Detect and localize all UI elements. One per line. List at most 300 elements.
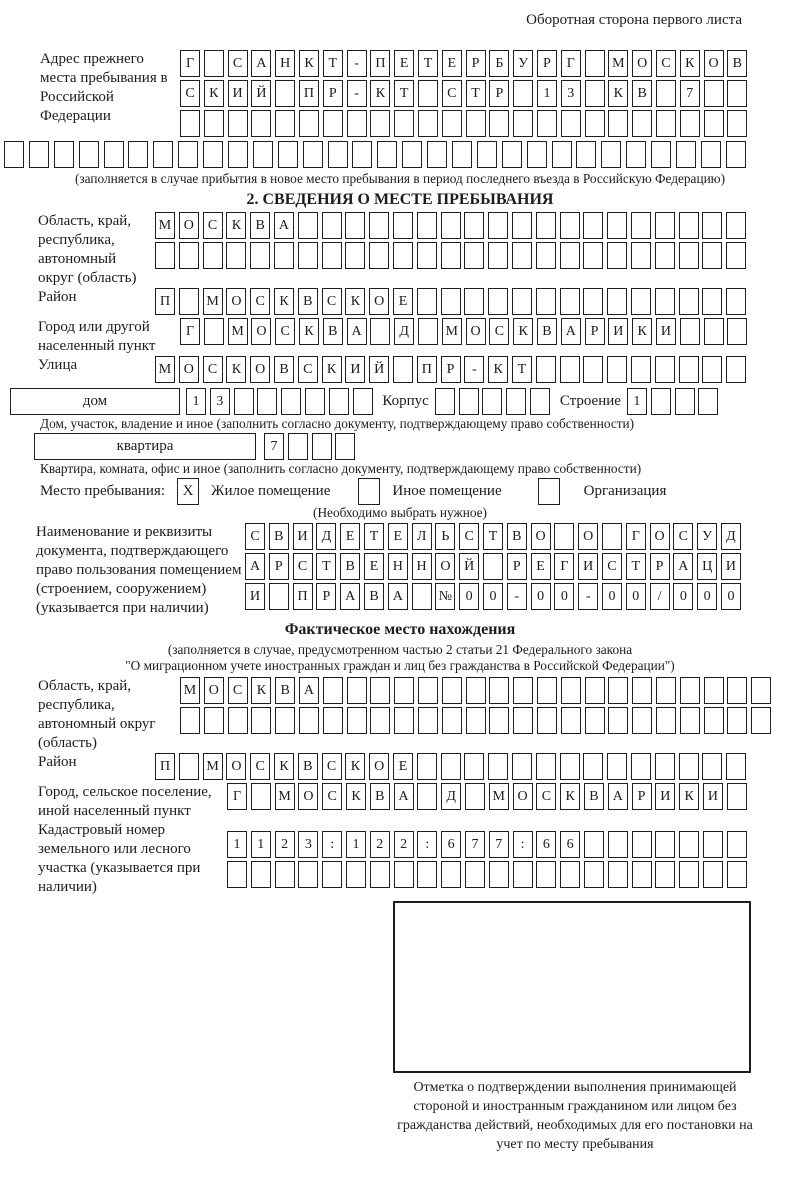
char-cell[interactable]: С: [275, 318, 295, 345]
char-cell[interactable]: О: [369, 753, 389, 780]
char-cell[interactable]: [512, 753, 532, 780]
char-cell[interactable]: А: [299, 677, 319, 704]
char-cell[interactable]: [305, 388, 325, 415]
char-cell[interactable]: [466, 110, 486, 137]
char-cell[interactable]: [631, 242, 651, 269]
char-cell[interactable]: С: [228, 50, 248, 77]
char-cell[interactable]: 7: [264, 433, 284, 460]
char-cell[interactable]: [203, 141, 223, 168]
char-cell[interactable]: Р: [585, 318, 605, 345]
char-cell[interactable]: К: [679, 783, 699, 810]
char-cell[interactable]: А: [673, 553, 693, 580]
char-cell[interactable]: С: [656, 50, 676, 77]
char-cell[interactable]: 1: [186, 388, 206, 415]
char-cell[interactable]: 7: [489, 831, 509, 858]
char-cell[interactable]: А: [388, 583, 408, 610]
char-cell[interactable]: [417, 861, 437, 888]
char-cell[interactable]: [128, 141, 148, 168]
char-cell[interactable]: [631, 356, 651, 383]
char-cell[interactable]: [179, 288, 199, 315]
char-cell[interactable]: [418, 110, 438, 137]
char-cell[interactable]: У: [513, 50, 533, 77]
char-cell[interactable]: [537, 707, 557, 734]
char-cell[interactable]: [727, 110, 747, 137]
char-cell[interactable]: [179, 242, 199, 269]
char-cell[interactable]: [452, 141, 472, 168]
char-cell[interactable]: [303, 141, 323, 168]
char-cell[interactable]: [257, 388, 277, 415]
char-cell[interactable]: В: [364, 583, 384, 610]
char-cell[interactable]: [464, 288, 484, 315]
char-cell[interactable]: [465, 861, 485, 888]
char-cell[interactable]: А: [608, 783, 628, 810]
char-cell[interactable]: [204, 50, 224, 77]
char-cell[interactable]: М: [155, 356, 175, 383]
char-cell[interactable]: Г: [180, 318, 200, 345]
char-cell[interactable]: 7: [465, 831, 485, 858]
char-cell[interactable]: 1: [251, 831, 271, 858]
char-cell[interactable]: :: [322, 831, 342, 858]
char-cell[interactable]: [417, 753, 437, 780]
char-cell[interactable]: О: [179, 212, 199, 239]
char-cell[interactable]: [513, 110, 533, 137]
char-cell[interactable]: П: [293, 583, 313, 610]
char-cell[interactable]: [393, 212, 413, 239]
char-cell[interactable]: [585, 50, 605, 77]
char-cell[interactable]: Е: [442, 50, 462, 77]
char-cell[interactable]: [465, 783, 485, 810]
char-cell[interactable]: [251, 783, 271, 810]
char-cell[interactable]: И: [245, 583, 265, 610]
char-cell[interactable]: С: [250, 288, 270, 315]
char-cell[interactable]: [417, 242, 437, 269]
char-cell[interactable]: [561, 707, 581, 734]
char-cell[interactable]: В: [269, 523, 289, 550]
char-cell[interactable]: К: [513, 318, 533, 345]
char-cell[interactable]: [585, 110, 605, 137]
char-cell[interactable]: [680, 707, 700, 734]
char-cell[interactable]: К: [346, 783, 366, 810]
char-cell[interactable]: [585, 707, 605, 734]
char-cell[interactable]: Л: [412, 523, 432, 550]
char-cell[interactable]: Й: [251, 80, 271, 107]
char-cell[interactable]: М: [228, 318, 248, 345]
char-cell[interactable]: [655, 831, 675, 858]
char-cell[interactable]: В: [537, 318, 557, 345]
char-cell[interactable]: [288, 433, 308, 460]
char-cell[interactable]: И: [293, 523, 313, 550]
char-cell[interactable]: С: [442, 80, 462, 107]
char-cell[interactable]: -: [507, 583, 527, 610]
char-cell[interactable]: [702, 242, 722, 269]
char-cell[interactable]: [585, 80, 605, 107]
char-cell[interactable]: С: [459, 523, 479, 550]
char-cell[interactable]: [675, 388, 695, 415]
char-cell[interactable]: [512, 212, 532, 239]
char-cell[interactable]: [727, 861, 747, 888]
char-cell[interactable]: [489, 707, 509, 734]
char-cell[interactable]: Р: [632, 783, 652, 810]
char-cell[interactable]: О: [704, 50, 724, 77]
char-cell[interactable]: Ь: [435, 523, 455, 550]
char-cell[interactable]: В: [584, 783, 604, 810]
char-cell[interactable]: [679, 212, 699, 239]
char-cell[interactable]: К: [226, 212, 246, 239]
char-cell[interactable]: [726, 288, 746, 315]
char-cell[interactable]: 1: [227, 831, 247, 858]
char-cell[interactable]: [464, 753, 484, 780]
char-cell[interactable]: [704, 707, 724, 734]
char-cell[interactable]: 3: [561, 80, 581, 107]
char-cell[interactable]: 6: [560, 831, 580, 858]
char-cell[interactable]: Е: [393, 753, 413, 780]
char-cell[interactable]: -: [464, 356, 484, 383]
char-cell[interactable]: 6: [536, 831, 556, 858]
char-cell[interactable]: П: [155, 753, 175, 780]
char-cell[interactable]: [393, 242, 413, 269]
char-cell[interactable]: [655, 861, 675, 888]
char-cell[interactable]: 0: [673, 583, 693, 610]
char-cell[interactable]: С: [293, 553, 313, 580]
char-cell[interactable]: К: [608, 80, 628, 107]
char-cell[interactable]: [275, 80, 295, 107]
char-cell[interactable]: И: [608, 318, 628, 345]
char-cell[interactable]: [323, 110, 343, 137]
char-cell[interactable]: 2: [394, 831, 414, 858]
char-cell[interactable]: [583, 288, 603, 315]
char-cell[interactable]: [442, 677, 462, 704]
char-cell[interactable]: [727, 831, 747, 858]
char-cell[interactable]: О: [513, 783, 533, 810]
char-cell[interactable]: [347, 707, 367, 734]
char-cell[interactable]: В: [274, 356, 294, 383]
char-cell[interactable]: -: [347, 80, 367, 107]
char-cell[interactable]: [631, 753, 651, 780]
char-cell[interactable]: [702, 288, 722, 315]
char-cell[interactable]: [393, 356, 413, 383]
char-cell[interactable]: О: [250, 356, 270, 383]
char-cell[interactable]: И: [578, 553, 598, 580]
char-cell[interactable]: [560, 212, 580, 239]
char-cell[interactable]: Н: [388, 553, 408, 580]
char-cell[interactable]: [488, 288, 508, 315]
char-cell[interactable]: В: [507, 523, 527, 550]
char-cell[interactable]: [488, 753, 508, 780]
char-cell[interactable]: С: [322, 288, 342, 315]
char-cell[interactable]: [353, 388, 373, 415]
char-cell[interactable]: [4, 141, 24, 168]
char-cell[interactable]: [104, 141, 124, 168]
char-cell[interactable]: [441, 861, 461, 888]
char-cell[interactable]: 3: [210, 388, 230, 415]
char-cell[interactable]: [346, 861, 366, 888]
char-cell[interactable]: [441, 212, 461, 239]
char-cell[interactable]: Р: [489, 80, 509, 107]
char-cell[interactable]: 0: [602, 583, 622, 610]
char-cell[interactable]: Й: [369, 356, 389, 383]
char-cell[interactable]: [651, 141, 671, 168]
char-cell[interactable]: К: [345, 288, 365, 315]
char-cell[interactable]: [560, 242, 580, 269]
char-cell[interactable]: [226, 242, 246, 269]
char-cell[interactable]: О: [435, 553, 455, 580]
char-cell[interactable]: К: [345, 753, 365, 780]
char-cell[interactable]: [251, 861, 271, 888]
char-cell[interactable]: С: [489, 318, 509, 345]
char-cell[interactable]: 2: [275, 831, 295, 858]
char-cell[interactable]: [442, 707, 462, 734]
char-cell[interactable]: С: [203, 356, 223, 383]
char-cell[interactable]: [552, 141, 572, 168]
char-cell[interactable]: [322, 212, 342, 239]
char-cell[interactable]: К: [370, 80, 390, 107]
char-cell[interactable]: [228, 141, 248, 168]
char-cell[interactable]: [702, 753, 722, 780]
char-cell[interactable]: [536, 212, 556, 239]
char-cell[interactable]: [701, 141, 721, 168]
char-cell[interactable]: [513, 707, 533, 734]
char-cell[interactable]: Н: [412, 553, 432, 580]
char-cell[interactable]: И: [345, 356, 365, 383]
char-cell[interactable]: С: [673, 523, 693, 550]
char-cell[interactable]: О: [650, 523, 670, 550]
char-cell[interactable]: О: [531, 523, 551, 550]
char-cell[interactable]: Ц: [697, 553, 717, 580]
char-cell[interactable]: [560, 356, 580, 383]
char-cell[interactable]: Т: [418, 50, 438, 77]
char-cell[interactable]: [275, 861, 295, 888]
char-cell[interactable]: [502, 141, 522, 168]
char-cell[interactable]: [464, 212, 484, 239]
char-cell[interactable]: [394, 861, 414, 888]
char-cell[interactable]: :: [417, 831, 437, 858]
char-cell[interactable]: [298, 242, 318, 269]
char-cell[interactable]: С: [250, 753, 270, 780]
char-cell[interactable]: Е: [340, 523, 360, 550]
char-cell[interactable]: Р: [316, 583, 336, 610]
char-cell[interactable]: [179, 753, 199, 780]
char-cell[interactable]: [680, 677, 700, 704]
char-cell[interactable]: А: [340, 583, 360, 610]
char-cell[interactable]: [466, 707, 486, 734]
char-cell[interactable]: Р: [269, 553, 289, 580]
checkbox-zhiloe[interactable]: X: [177, 478, 199, 505]
char-cell[interactable]: А: [251, 50, 271, 77]
char-cell[interactable]: [655, 212, 675, 239]
char-cell[interactable]: [656, 110, 676, 137]
char-cell[interactable]: [607, 212, 627, 239]
char-cell[interactable]: [512, 288, 532, 315]
char-cell[interactable]: [299, 707, 319, 734]
char-cell[interactable]: [370, 677, 390, 704]
checkbox-inoe[interactable]: [358, 478, 380, 505]
char-cell[interactable]: [530, 388, 550, 415]
char-cell[interactable]: [322, 861, 342, 888]
char-cell[interactable]: [527, 141, 547, 168]
char-cell[interactable]: [513, 861, 533, 888]
char-cell[interactable]: [203, 242, 223, 269]
char-cell[interactable]: [656, 707, 676, 734]
char-cell[interactable]: [54, 141, 74, 168]
char-cell[interactable]: И: [655, 783, 675, 810]
char-cell[interactable]: Е: [364, 553, 384, 580]
char-cell[interactable]: Т: [323, 50, 343, 77]
char-cell[interactable]: Д: [441, 783, 461, 810]
char-cell[interactable]: О: [226, 288, 246, 315]
char-cell[interactable]: С: [298, 356, 318, 383]
char-cell[interactable]: О: [578, 523, 598, 550]
char-cell[interactable]: В: [632, 80, 652, 107]
char-cell[interactable]: [180, 707, 200, 734]
char-cell[interactable]: 3: [298, 831, 318, 858]
char-cell[interactable]: С: [180, 80, 200, 107]
char-cell[interactable]: [751, 707, 771, 734]
char-cell[interactable]: [656, 677, 676, 704]
char-cell[interactable]: А: [245, 553, 265, 580]
char-cell[interactable]: [477, 141, 497, 168]
char-cell[interactable]: Д: [394, 318, 414, 345]
char-cell[interactable]: [607, 753, 627, 780]
char-cell[interactable]: [583, 212, 603, 239]
char-cell[interactable]: [631, 288, 651, 315]
char-cell[interactable]: Е: [531, 553, 551, 580]
char-cell[interactable]: [483, 553, 503, 580]
char-cell[interactable]: [607, 288, 627, 315]
char-cell[interactable]: [726, 212, 746, 239]
char-cell[interactable]: [536, 861, 556, 888]
char-cell[interactable]: [561, 677, 581, 704]
char-cell[interactable]: Н: [275, 50, 295, 77]
char-cell[interactable]: Г: [561, 50, 581, 77]
char-cell[interactable]: М: [203, 288, 223, 315]
char-cell[interactable]: [370, 110, 390, 137]
char-cell[interactable]: В: [370, 783, 390, 810]
char-cell[interactable]: К: [488, 356, 508, 383]
char-cell[interactable]: П: [299, 80, 319, 107]
char-cell[interactable]: [227, 861, 247, 888]
char-cell[interactable]: [651, 388, 671, 415]
char-cell[interactable]: №: [435, 583, 455, 610]
char-cell[interactable]: [269, 583, 289, 610]
char-cell[interactable]: [679, 861, 699, 888]
char-cell[interactable]: [345, 242, 365, 269]
char-cell[interactable]: Т: [466, 80, 486, 107]
char-cell[interactable]: [679, 356, 699, 383]
char-cell[interactable]: [251, 110, 271, 137]
char-cell[interactable]: [427, 141, 447, 168]
char-cell[interactable]: [281, 388, 301, 415]
char-cell[interactable]: [394, 110, 414, 137]
char-cell[interactable]: С: [203, 212, 223, 239]
char-cell[interactable]: [513, 80, 533, 107]
char-cell[interactable]: [554, 523, 574, 550]
char-cell[interactable]: [727, 677, 747, 704]
char-cell[interactable]: В: [340, 553, 360, 580]
char-cell[interactable]: К: [299, 50, 319, 77]
char-cell[interactable]: [583, 356, 603, 383]
char-cell[interactable]: -: [578, 583, 598, 610]
char-cell[interactable]: К: [680, 50, 700, 77]
checkbox-organizatsiya[interactable]: [538, 478, 560, 505]
char-cell[interactable]: [489, 861, 509, 888]
char-cell[interactable]: Р: [441, 356, 461, 383]
char-cell[interactable]: К: [251, 677, 271, 704]
char-cell[interactable]: [180, 110, 200, 137]
char-cell[interactable]: [234, 388, 254, 415]
char-cell[interactable]: О: [226, 753, 246, 780]
char-cell[interactable]: П: [417, 356, 437, 383]
char-cell[interactable]: [418, 318, 438, 345]
char-cell[interactable]: [153, 141, 173, 168]
char-cell[interactable]: [328, 141, 348, 168]
char-cell[interactable]: 0: [721, 583, 741, 610]
char-cell[interactable]: [274, 242, 294, 269]
char-cell[interactable]: Т: [364, 523, 384, 550]
char-cell[interactable]: [537, 677, 557, 704]
char-cell[interactable]: [655, 242, 675, 269]
char-cell[interactable]: П: [370, 50, 390, 77]
char-cell[interactable]: 6: [441, 831, 461, 858]
char-cell[interactable]: [656, 80, 676, 107]
char-cell[interactable]: [298, 861, 318, 888]
char-cell[interactable]: [632, 677, 652, 704]
char-cell[interactable]: [370, 318, 390, 345]
char-cell[interactable]: /: [650, 583, 670, 610]
char-cell[interactable]: О: [251, 318, 271, 345]
char-cell[interactable]: О: [298, 783, 318, 810]
char-cell[interactable]: [228, 110, 248, 137]
char-cell[interactable]: [323, 677, 343, 704]
char-cell[interactable]: 0: [697, 583, 717, 610]
char-cell[interactable]: О: [179, 356, 199, 383]
char-cell[interactable]: [418, 707, 438, 734]
char-cell[interactable]: 0: [483, 583, 503, 610]
char-cell[interactable]: М: [489, 783, 509, 810]
char-cell[interactable]: В: [250, 212, 270, 239]
char-cell[interactable]: [464, 242, 484, 269]
char-cell[interactable]: [441, 753, 461, 780]
char-cell[interactable]: К: [560, 783, 580, 810]
char-cell[interactable]: [655, 753, 675, 780]
char-cell[interactable]: [561, 110, 581, 137]
char-cell[interactable]: [253, 141, 273, 168]
char-cell[interactable]: [394, 707, 414, 734]
char-cell[interactable]: К: [226, 356, 246, 383]
char-cell[interactable]: [608, 110, 628, 137]
char-cell[interactable]: [702, 356, 722, 383]
char-cell[interactable]: [607, 356, 627, 383]
char-cell[interactable]: [751, 677, 771, 704]
char-cell[interactable]: П: [155, 288, 175, 315]
char-cell[interactable]: [506, 388, 526, 415]
char-cell[interactable]: [727, 783, 747, 810]
char-cell[interactable]: [345, 212, 365, 239]
char-cell[interactable]: [312, 433, 332, 460]
char-cell[interactable]: [726, 753, 746, 780]
char-cell[interactable]: [441, 242, 461, 269]
char-cell[interactable]: [204, 707, 224, 734]
char-cell[interactable]: Т: [394, 80, 414, 107]
char-cell[interactable]: [250, 242, 270, 269]
char-cell[interactable]: Т: [626, 553, 646, 580]
char-cell[interactable]: [608, 677, 628, 704]
char-cell[interactable]: С: [536, 783, 556, 810]
char-cell[interactable]: Р: [537, 50, 557, 77]
char-cell[interactable]: 0: [531, 583, 551, 610]
char-cell[interactable]: О: [204, 677, 224, 704]
char-cell[interactable]: [251, 707, 271, 734]
char-cell[interactable]: [632, 110, 652, 137]
